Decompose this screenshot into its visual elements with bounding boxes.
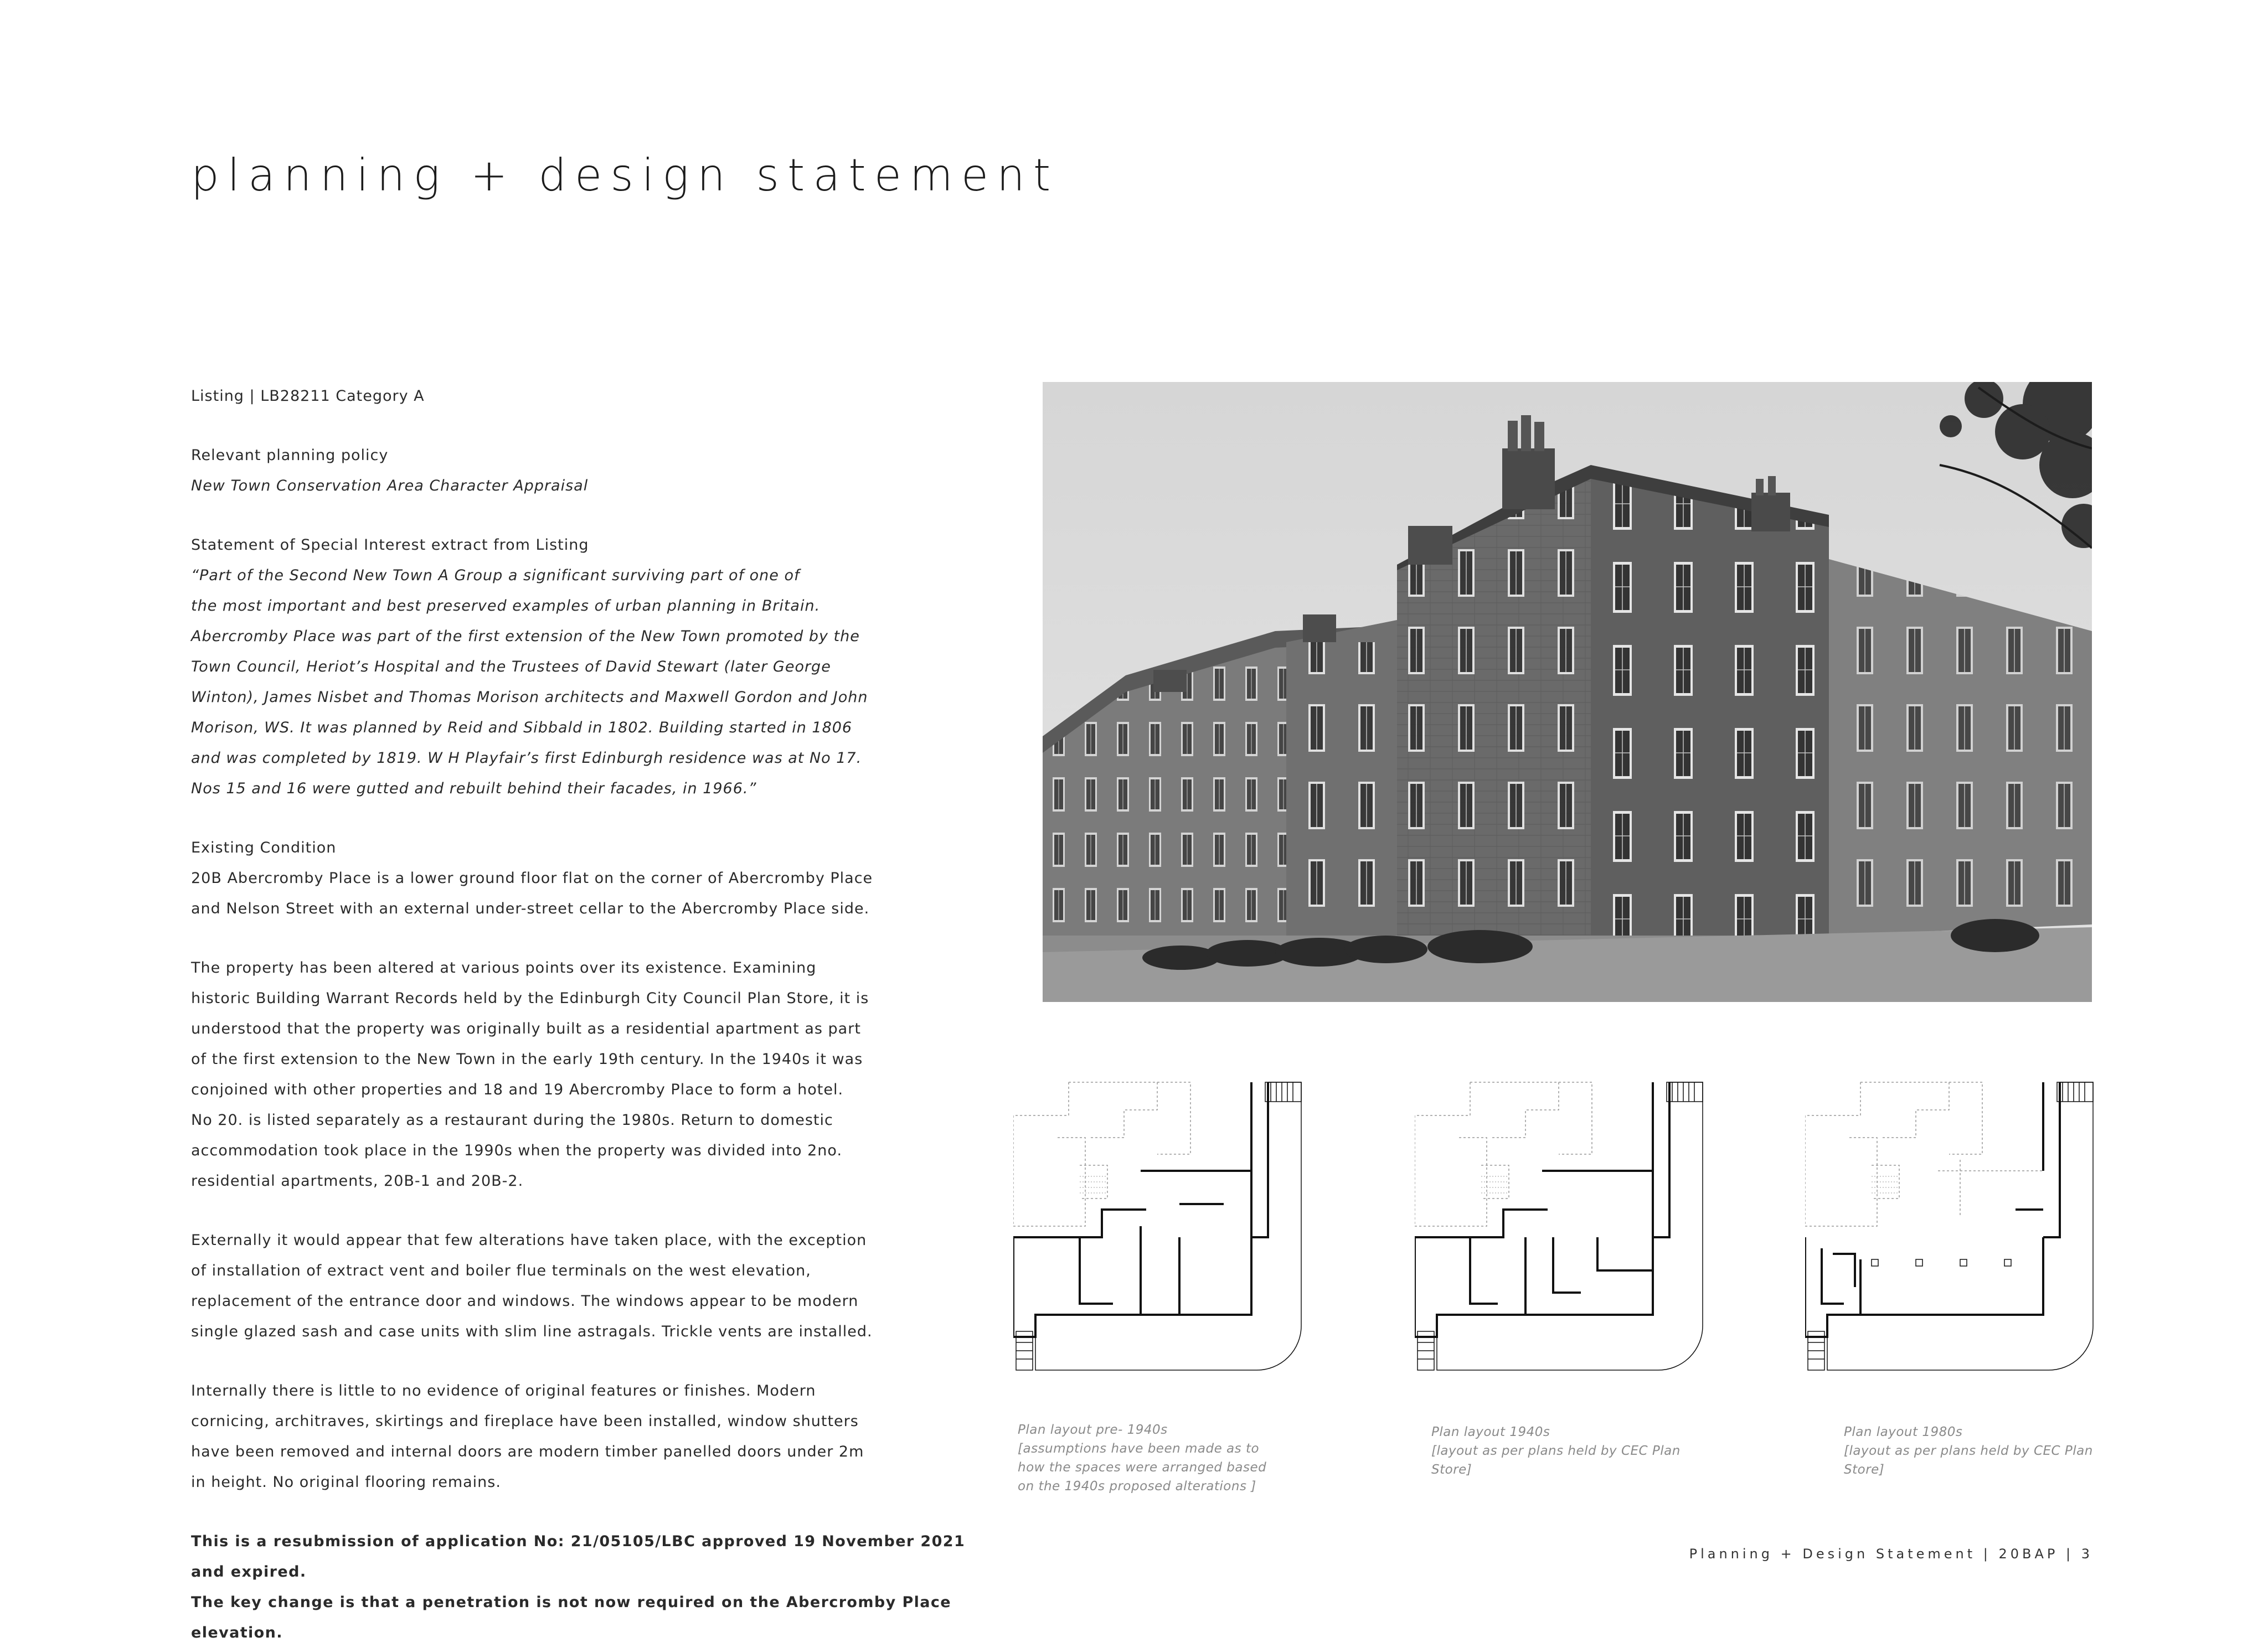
caption-title: Plan layout 1980s (1844, 1425, 1963, 1439)
listing-line: Listing | LB28211 Category A (191, 388, 425, 405)
caption-line: Store] (1844, 1463, 1885, 1477)
caption-line: [assumptions have been made as to (1018, 1442, 1260, 1456)
resubmission-line: This is a resubmission of application No: 21/05105/LBC approved 19 November 2021 and expired. (191, 1533, 966, 1580)
statement-line: “Part of the Second New Town A Group a significant surviving part of one of (191, 567, 800, 584)
statement-heading: Statement of Special Interest extract from Listing (191, 536, 589, 554)
caption-title: Plan layout pre- 1940s (1018, 1423, 1168, 1437)
internal-line: have been removed and internal doors are modern timber panelled doors under 2m (191, 1443, 864, 1460)
history-line: No 20. is listed separately as a restaurant during the 1980s. Return to domestic (191, 1112, 833, 1129)
internal-line: in height. No original flooring remains. (191, 1474, 501, 1491)
caption-1980s (1844, 1423, 2093, 1479)
policy-text: New Town Conservation Area Character Appraisal (191, 477, 589, 494)
history-line: The property has been altered at various points over its existence. Examining (191, 959, 817, 977)
external-line: single glazed sash and case units with slim line astragals. Trickle vents are installed. (191, 1323, 873, 1340)
existing-line: and Nelson Street with an external under-street cellar to the Abercromby Place side. (191, 900, 870, 917)
caption-pre-1940s (1018, 1420, 1266, 1496)
existing-heading: Existing Condition (191, 839, 337, 856)
floor-plan-1940s (1415, 1071, 1708, 1381)
caption-line: on the 1940s proposed alterations ] (1018, 1479, 1256, 1494)
internal-line: cornicing, architraves, skirtings and fireplace have been installed, window shutters (191, 1413, 859, 1430)
caption-line: how the spaces were arranged based (1018, 1460, 1267, 1475)
existing-line: 20B Abercromby Place is a lower ground floor flat on the corner of Abercromby Place (191, 870, 873, 887)
external-line: Externally it would appear that few alterations have taken place, with the exception (191, 1232, 867, 1249)
statement-line: Winton), James Nisbet and Thomas Morison architects and Maxwell Gordon and John (191, 689, 868, 706)
text-column (191, 381, 966, 1648)
statement-line: Abercromby Place was part of the first extension of the New Town promoted by the (191, 628, 860, 645)
page-footer: Planning + Design Statement | 20BAP | 3 (1689, 1546, 2093, 1562)
external-line: replacement of the entrance door and windows. The windows appear to be modern (191, 1293, 859, 1310)
history-line: understood that the property was originally built as a residential apartment as part (191, 1020, 861, 1037)
caption-title: Plan layout 1940s (1431, 1425, 1550, 1439)
statement-line: and was completed by 1819. W H Playfair’s first Edinburgh residence was at No 17. (191, 750, 862, 767)
statement-line: Nos 15 and 16 were gutted and rebuilt behind their facades, in 1966.” (191, 780, 757, 797)
caption-line: Store] (1431, 1463, 1472, 1477)
caption-1940s (1431, 1423, 1681, 1479)
policy-heading: Relevant planning policy (191, 447, 389, 464)
history-line: historic Building Warrant Records held by the Edinburgh City Council Plan Store, it is (191, 990, 869, 1007)
building-photo (1043, 382, 2092, 1002)
floor-plan-pre-1940s (1013, 1071, 1307, 1381)
history-line: residential apartments, 20B-1 and 20B-2. (191, 1172, 524, 1190)
resubmission-line: The key change is that a penetration is not now required on the Abercromby Place elevation. (191, 1594, 952, 1641)
internal-line: Internally there is little to no evidence of original features or finishes. Modern (191, 1382, 816, 1399)
statement-line: Town Council, Heriot’s Hospital and the Trustees of David Stewart (later George (191, 658, 831, 675)
statement-line: Morison, WS. It was planned by Reid and Sibbald in 1802. Building started in 1806 (191, 719, 853, 736)
page-title: planning + design statement (191, 149, 1059, 201)
external-line: of installation of extract vent and boiler flue terminals on the west elevation, (191, 1262, 811, 1279)
caption-line: [layout as per plans held by CEC Plan (1844, 1444, 2093, 1458)
statement-line: the most important and best preserved examples of urban planning in Britain. (191, 597, 821, 614)
floor-plan-1980s (1805, 1071, 2099, 1381)
history-line: conjoined with other properties and 18 and 19 Abercromby Place to form a hotel. (191, 1081, 844, 1098)
history-line: accommodation took place in the 1990s when the property was divided into 2no. (191, 1142, 843, 1159)
caption-line: [layout as per plans held by CEC Plan (1431, 1444, 1681, 1458)
history-line: of the first extension to the New Town in the early 19th century. In the 1940s it was (191, 1051, 863, 1068)
